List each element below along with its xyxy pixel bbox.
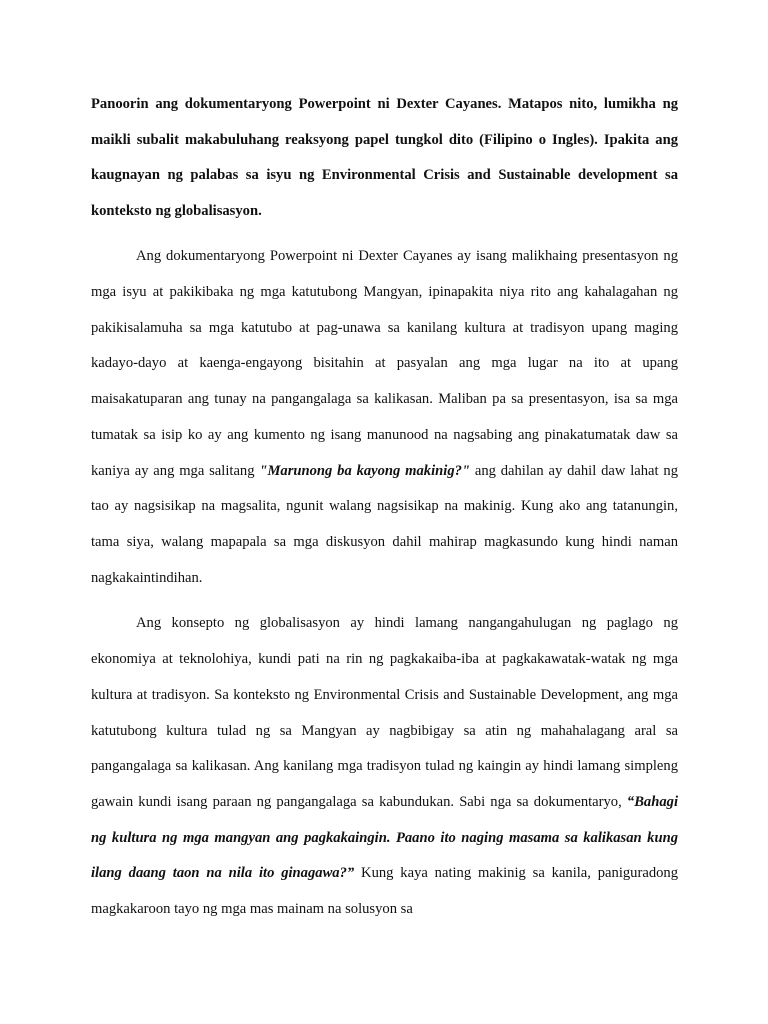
assignment-prompt: Panoorin ang dokumentaryong Powerpoint ni Dexter Cayanes. Matapos nito, lumikha ng maikli subalit makabuluhang reaksyong papel tungkol dito (Filipino o Ingles). Ipakita ang kaugnayan ng palabas sa isyu ng Environmental Crisis and Sustainable development sa konteksto ng globalisasyon. [91, 96, 678, 219]
paragraph-2 [91, 606, 678, 927]
paragraph-2-text-start: Ang konsepto ng globalisasyon ay hindi lamang nangangahulugan ng paglago ng ekonomiya at teknolohiya, kundi pati na rin ng pagkakaiba-iba at pagkakawatak-watak ng mga kultura at tradisyon. Sa konteksto ng Environmental Crisis and Sustainable Development, ang mga katutubong kultura tulad ng sa Mangyan ay nagbibigay sa atin ng mahahalagang aral sa pangangalaga sa kalikasan. Ang kanilang mga tradisyon tulad ng kaingin ay hindi lamang simpleng gawain kundi isang paraan ng pangangalaga sa kabundukan. Sabi nga sa dokumentaryo, [91, 615, 678, 810]
paragraph-1-text-end: ang dahilan ay dahil daw lahat ng tao ay nagsisikap na magsalita, ngunit walang nagsisikap na makinig. Kung ako ang tatanungin, tama siya, walang mapapala sa mga diskusyon dahil mahirap magkasundo kung hindi naman nagkakaintindihan. [91, 462, 678, 586]
paragraph-1 [91, 239, 678, 596]
paragraph-2-quote: “Bahagi ng kultura ng mga mangyan ang pagkakaingin. Paano ito naging masama sa kalikasan kung ilang daang taon na nila ito ginagawa?” [91, 793, 678, 882]
document-body [91, 87, 678, 928]
paragraph-2-text-end: Kung kaya nating makinig sa kanila, paniguradong magkakaroon tayo ng mga mas mainam na solusyon sa [91, 865, 679, 918]
paragraph-1-text-start: Ang dokumentaryong Powerpoint ni Dexter Cayanes ay isang malikhaing presentasyon ng mga isyu at pakikibaka ng mga katutubong Mangyan, ipinapakita niya rito ang kahalagahan ng pakikisalamuha sa mga katutubo at pag-unawa sa kanilang kultura at tradisyon upang maging kadayo-dayo at kaenga-engayong bisitahin at pasyalan ang mga lugar na ito at upang maisakatuparan ang tunay na pangangalaga sa kalikasan. Maliban pa sa presentasyon, isa sa mga tumatak sa isip ko ay ang kumento ng isang manunood na nagsabing ang pinakatumatak daw sa kaniya ay ang mga salitang [91, 248, 678, 479]
paragraph-1-quote: "Marunong ba kayong makinig?" [259, 462, 471, 479]
